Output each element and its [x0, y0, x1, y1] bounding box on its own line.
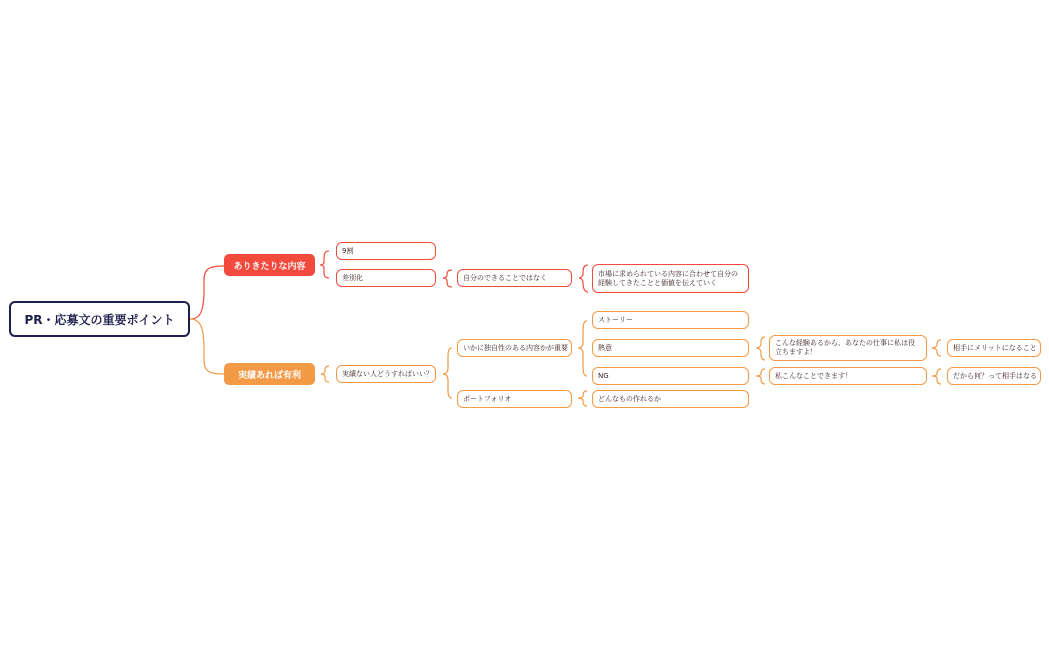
brace-a	[320, 251, 329, 278]
brace-a3	[579, 265, 588, 292]
node-a2-1[interactable]: 自分のできることではなく	[457, 269, 572, 287]
node-so-what[interactable]: だから何？って相手はなる	[947, 367, 1041, 385]
brace-b2	[578, 391, 587, 406]
node-b-question[interactable]: 実績ない人どうすればいい？	[336, 365, 436, 383]
branch-node-b[interactable]: 実績あれば有利	[224, 363, 315, 385]
node-a2[interactable]: 差別化	[336, 269, 436, 287]
connector-root-a	[190, 266, 224, 319]
brace-b6	[932, 369, 941, 384]
node-story[interactable]: ストーリー	[592, 311, 749, 329]
node-passion[interactable]: 熱意	[592, 339, 749, 357]
node-what-can-make[interactable]: どんなもの作れるか	[592, 390, 749, 408]
node-ng-example[interactable]: 私こんなことできます！	[769, 367, 927, 385]
connector-root-b	[190, 319, 224, 374]
node-b-originality[interactable]: いかに独自性のある内容かが重要	[457, 339, 572, 357]
brace-b1a	[578, 321, 587, 376]
node-a2-1-1[interactable]: 市場に求められている内容に合わせて自分の経験してきたことと価値を伝えていく	[592, 264, 749, 293]
node-merit[interactable]: 相手にメリットになること	[947, 339, 1041, 357]
branch-node-a[interactable]: ありきたりな内容	[224, 254, 315, 276]
node-passion-example[interactable]: こんな経験あるから、あなたの仕事に私は役立ちますよ！	[769, 335, 927, 361]
brace-a2	[443, 270, 452, 287]
brace-b3	[756, 337, 765, 360]
brace-b5	[932, 340, 941, 356]
node-a1[interactable]: 9割	[336, 242, 436, 260]
brace-b1	[443, 348, 452, 398]
node-ng[interactable]: NG	[592, 367, 749, 385]
root-node[interactable]: PR・応募文の重要ポイント	[9, 301, 190, 337]
brace-b4	[756, 369, 765, 384]
brace-b	[321, 366, 329, 382]
node-b-portfolio[interactable]: ポートフォリオ	[457, 390, 572, 408]
